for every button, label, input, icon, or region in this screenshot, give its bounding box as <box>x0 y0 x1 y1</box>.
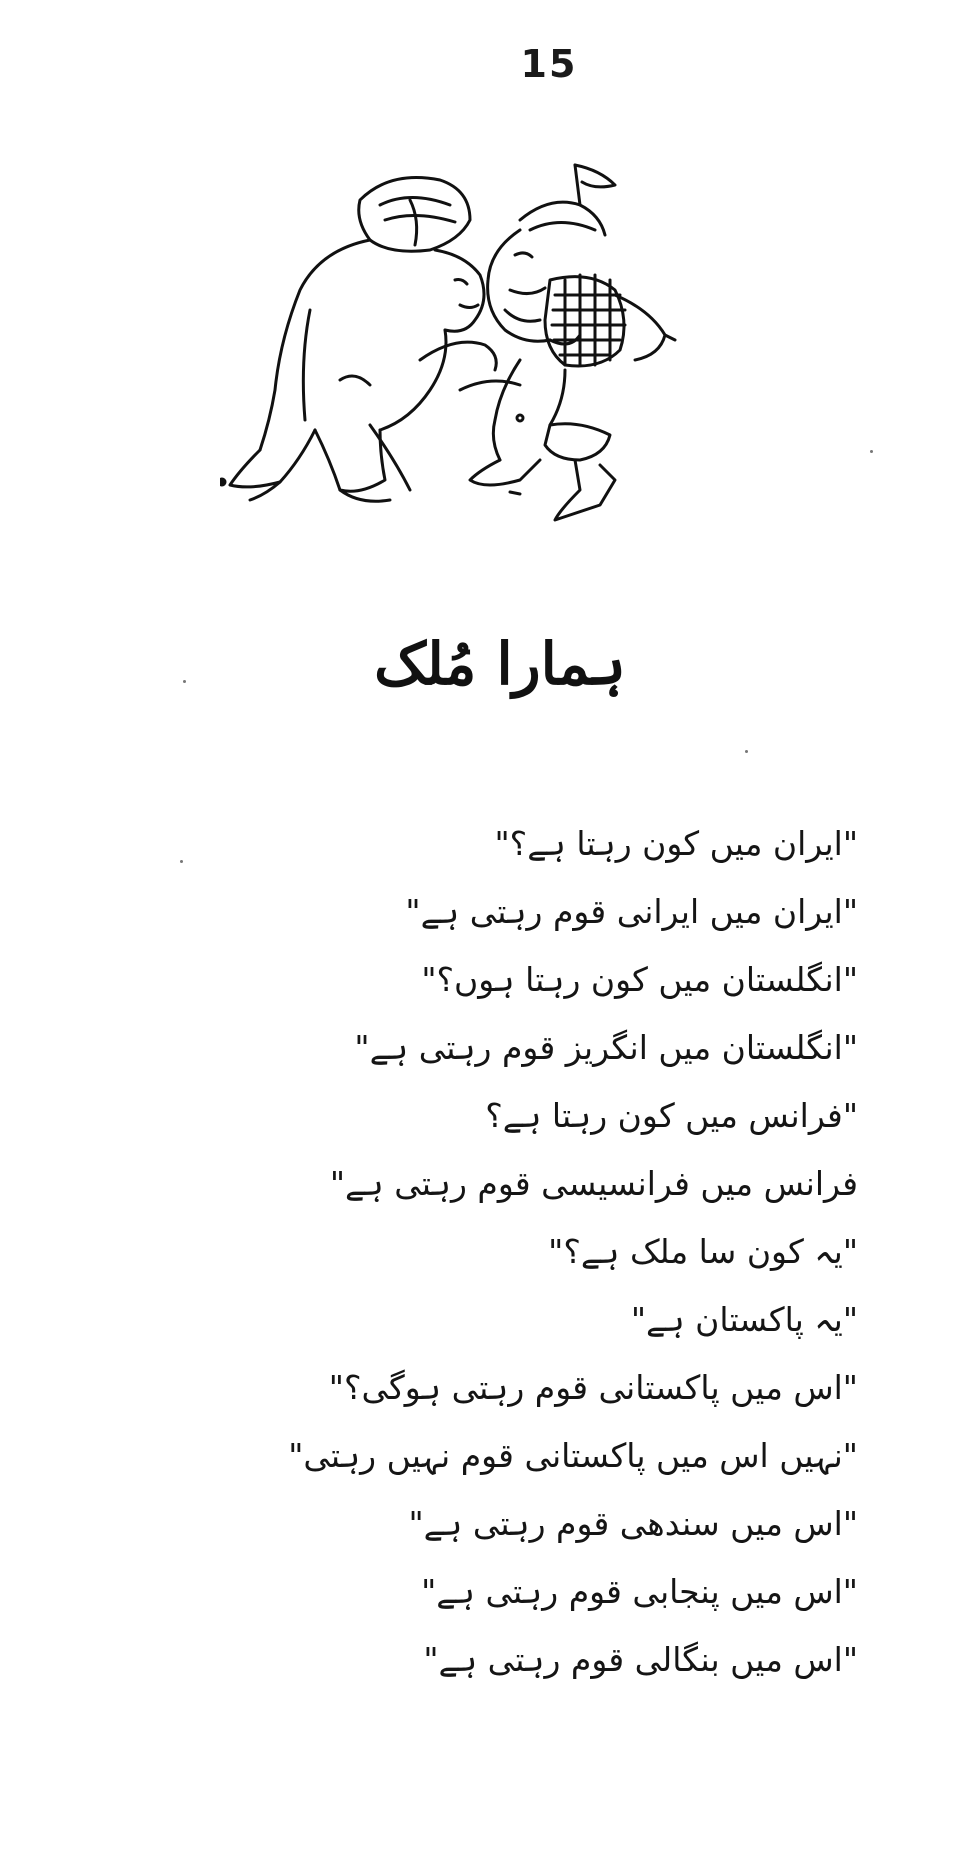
page-title: ہمارا مُلک <box>374 630 626 698</box>
dialogue-line: "انگلستان میں کون رہتا ہوں؟" <box>421 960 858 999</box>
dialogue-line: فرانس میں فرانسیسی قوم رہتی ہے" <box>329 1164 858 1203</box>
dialogue-line: "ایران میں کون رہتا ہے؟" <box>494 824 858 863</box>
dialogue-line: "اس میں سندھی قوم رہتی ہے" <box>408 1504 858 1543</box>
dialogue-line: "ایران میں ایرانی قوم رہتی ہے" <box>405 892 858 931</box>
dialogue-line: "اس میں بنگالی قوم رہتی ہے" <box>423 1640 858 1679</box>
scan-speck <box>745 750 748 753</box>
dialogue-line: "اس میں پاکستانی قوم رہتی ہوگی؟" <box>328 1368 858 1407</box>
dialogue-line: "نہیں اس میں پاکستانی قوم نہیں رہتی" <box>288 1436 858 1475</box>
dialogue-line: "یہ پاکستان ہے" <box>630 1300 858 1339</box>
dialogue-list <box>288 810 858 1694</box>
dialogue-line: "فرانس میں کون رہتا ہے؟ <box>485 1096 858 1135</box>
cartoon-illustration <box>220 160 800 530</box>
page-number: 15 <box>520 42 578 86</box>
dialogue-line: "انگلستان میں انگریز قوم رہتی ہے" <box>354 1028 858 1067</box>
scan-speck <box>183 680 186 683</box>
dialogue-line: "یہ کون سا ملک ہے؟" <box>548 1232 858 1271</box>
cartoon-two-men-arguing-icon <box>220 160 800 530</box>
dialogue-line: "اس میں پنجابی قوم رہتی ہے" <box>421 1572 858 1611</box>
scan-speck <box>870 450 873 453</box>
scan-speck <box>180 860 183 863</box>
